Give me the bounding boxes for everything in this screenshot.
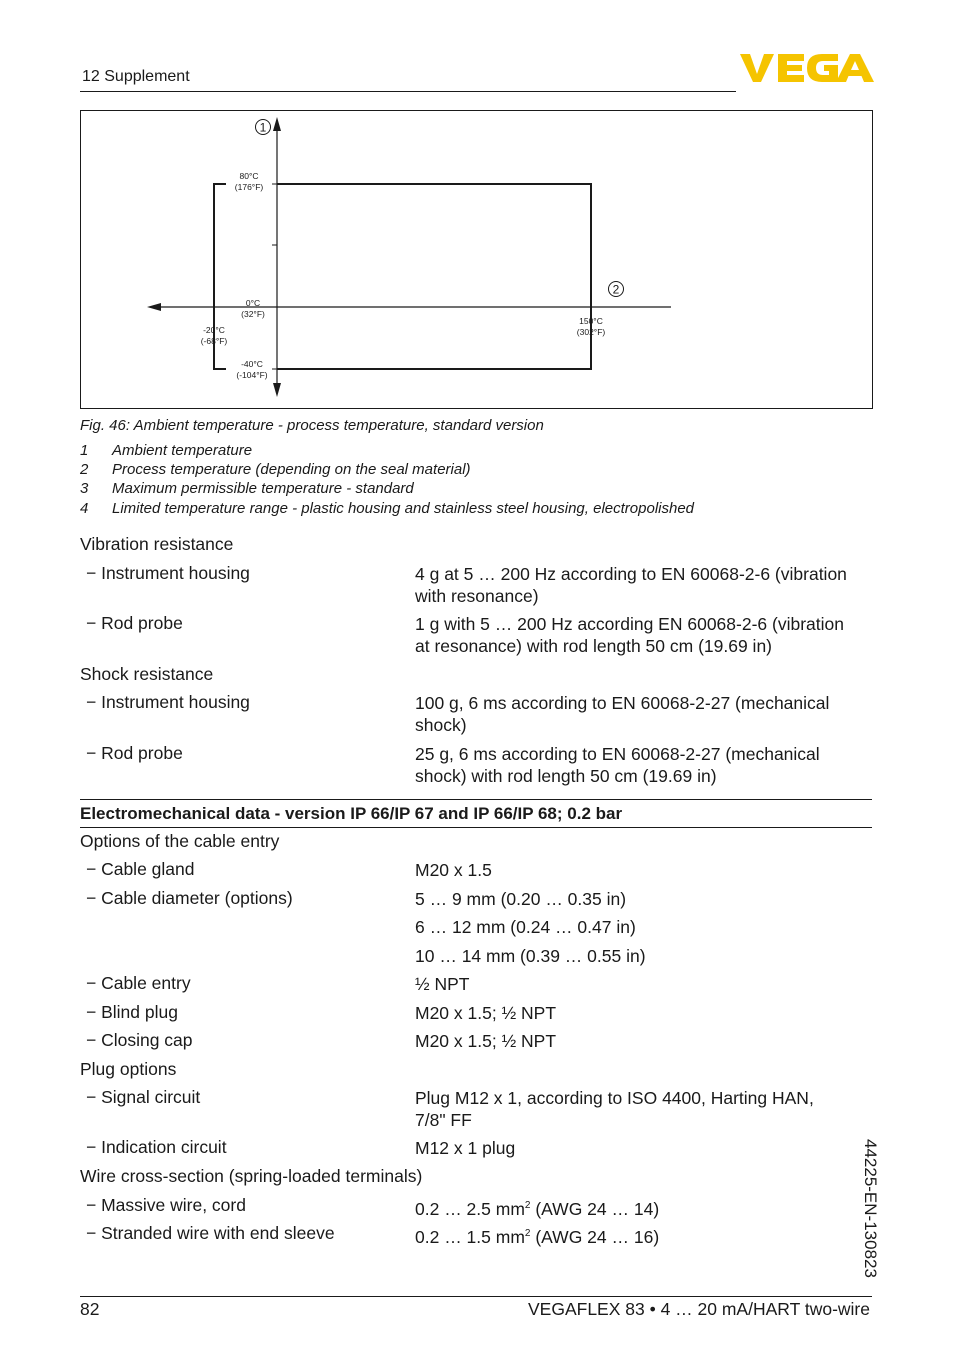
value-part: 0.2 … 2.5 mm (415, 1198, 525, 1219)
vega-logo (740, 52, 874, 89)
value-line: at resonance) with rod length 50 cm (19.69 in) (415, 636, 772, 656)
shock-housing-label: − Instrument housing (86, 692, 250, 712)
legend-item (80, 461, 471, 478)
stranded-wire-label: − Stranded wire with end sleeve (86, 1223, 335, 1243)
legend-item (80, 480, 414, 497)
legend-text: Ambient temperature (112, 442, 253, 459)
legend-text: Process temperature (depending on the seal material) (112, 461, 471, 478)
signal-circuit-value (415, 1087, 865, 1131)
marker-1-label: 1 (259, 120, 267, 135)
electromech-section-title: Electromechanical data - version IP 66/IP 67 and IP 66/IP 68; 0.2 bar (80, 804, 623, 823)
cable-diameter-value-1: 5 … 9 mm (0.20 … 0.35 in) (415, 889, 627, 909)
cable-gland-value: M20 x 1.5 (415, 860, 492, 880)
label-0c: 0°C (245, 298, 261, 308)
superscript: 2 (524, 1228, 531, 1239)
x-axis-arrow-left (147, 303, 161, 311)
value-line: 1 g with 5 … 200 Hz according EN 60068-2-6 (vibration (415, 614, 844, 634)
massive-wire-label: − Massive wire, cord (86, 1195, 246, 1215)
legend-number: 4 (80, 500, 89, 517)
legend-number: 2 (80, 461, 89, 478)
label-80c: 80°C (239, 171, 259, 181)
vega-logo-graphic (740, 52, 874, 84)
page-number: 82 (80, 1299, 100, 1319)
cable-diameter-label: − Cable diameter (options) (86, 888, 293, 908)
value-part: (AWG 24 … 14) (530, 1198, 660, 1219)
legend-text: Maximum permissible temperature - standard (112, 480, 414, 497)
value-part: (AWG 24 … 16) (530, 1226, 660, 1247)
legend-number: 3 (80, 480, 89, 497)
temperature-diagram (80, 110, 873, 409)
closing-cap-value: M20 x 1.5; ½ NPT (415, 1031, 557, 1051)
marker-2-icon (609, 282, 624, 297)
label-302f: (302°F) (576, 327, 606, 337)
marker-1-icon (256, 120, 271, 135)
value-line: with resonance) (415, 586, 539, 606)
value-line: 7/8" FF (415, 1110, 472, 1130)
cable-entry-value: ½ NPT (415, 974, 470, 994)
section-divider-top (80, 799, 872, 800)
vibration-housing-value (415, 563, 865, 607)
legend-number: 1 (80, 442, 89, 459)
label-150c: 150°C (579, 316, 603, 326)
y-axis-arrow-up (273, 117, 281, 131)
figure-caption: Fig. 46: Ambient temperature - process temperature, standard version (80, 417, 544, 434)
blind-plug-value: M20 x 1.5; ½ NPT (415, 1003, 557, 1023)
blind-plug-label: − Blind plug (86, 1002, 178, 1022)
signal-circuit-label: − Signal circuit (86, 1087, 201, 1107)
value-line: Plug M12 x 1, according to ISO 4400, Harting HAN, (415, 1088, 814, 1108)
vibration-rod-probe-value (415, 613, 865, 657)
cable-entry-label: − Cable entry (86, 973, 191, 993)
label-minus40c: -40°C (241, 359, 263, 369)
value-part: 0.2 … 1.5 mm (415, 1226, 525, 1247)
legend-item (80, 500, 694, 517)
indication-circuit-value: M12 x 1 plug (415, 1138, 516, 1158)
legend-text: Limited temperature range - plastic housing and stainless steel housing, electropolished (112, 500, 695, 517)
value-line: 25 g, 6 ms according to EN 60068-2-27 (mechanical (415, 744, 820, 764)
shock-rod-probe-value (415, 743, 865, 787)
massive-wire-value (415, 1195, 865, 1220)
stranded-wire-value (415, 1223, 865, 1248)
shock-resistance-label: Shock resistance (80, 664, 214, 684)
indication-circuit-label: − Indication circuit (86, 1137, 227, 1157)
header-divider (80, 91, 736, 92)
value-line: shock) with rod length 50 cm (19.69 in) (415, 766, 717, 786)
label-minus104f: (-104°F) (236, 370, 268, 380)
footer-divider (80, 1296, 872, 1297)
vibration-rod-probe-label: − Rod probe (86, 613, 183, 633)
closing-cap-label: − Closing cap (86, 1030, 193, 1050)
label-minus20c: -20°C (203, 325, 225, 335)
header-section-title: 12 Supplement (82, 68, 190, 85)
cable-entry-options-label: Options of the cable entry (80, 831, 280, 851)
vibration-housing-label: − Instrument housing (86, 563, 250, 583)
wire-cross-section-label: Wire cross-section (spring-loaded terminals) (80, 1166, 423, 1186)
label-176f: (176°F) (234, 182, 264, 192)
y-axis-arrow-down (273, 383, 281, 397)
vibration-resistance-label: Vibration resistance (80, 534, 234, 554)
value-line: 4 g at 5 … 200 Hz according to EN 60068-2-6 (vibration (415, 564, 847, 584)
value-line: 100 g, 6 ms according to EN 60068-2-27 (mechanical (415, 693, 830, 713)
cable-diameter-value-2: 6 … 12 mm (0.24 … 0.47 in) (415, 917, 636, 937)
plug-options-label: Plug options (80, 1059, 177, 1079)
shock-housing-value (415, 692, 865, 736)
cable-gland-label: − Cable gland (86, 859, 195, 879)
value-line: shock) (415, 715, 467, 735)
section-divider-bottom (80, 827, 872, 828)
marker-2-label: 2 (612, 282, 620, 297)
document-id: 44225-EN-130823 (861, 1139, 880, 1278)
label-minus68f: (-68°F) (200, 336, 228, 346)
cable-diameter-value-3: 10 … 14 mm (0.39 … 0.55 in) (415, 946, 646, 966)
label-32f: (32°F) (241, 309, 265, 319)
superscript: 2 (524, 1200, 531, 1211)
max-permissible-range (277, 184, 591, 369)
shock-rod-probe-label: − Rod probe (86, 743, 183, 763)
legend-item (80, 442, 252, 459)
footer-product-name: VEGAFLEX 83 • 4 … 20 mA/HART two-wire (528, 1299, 870, 1319)
